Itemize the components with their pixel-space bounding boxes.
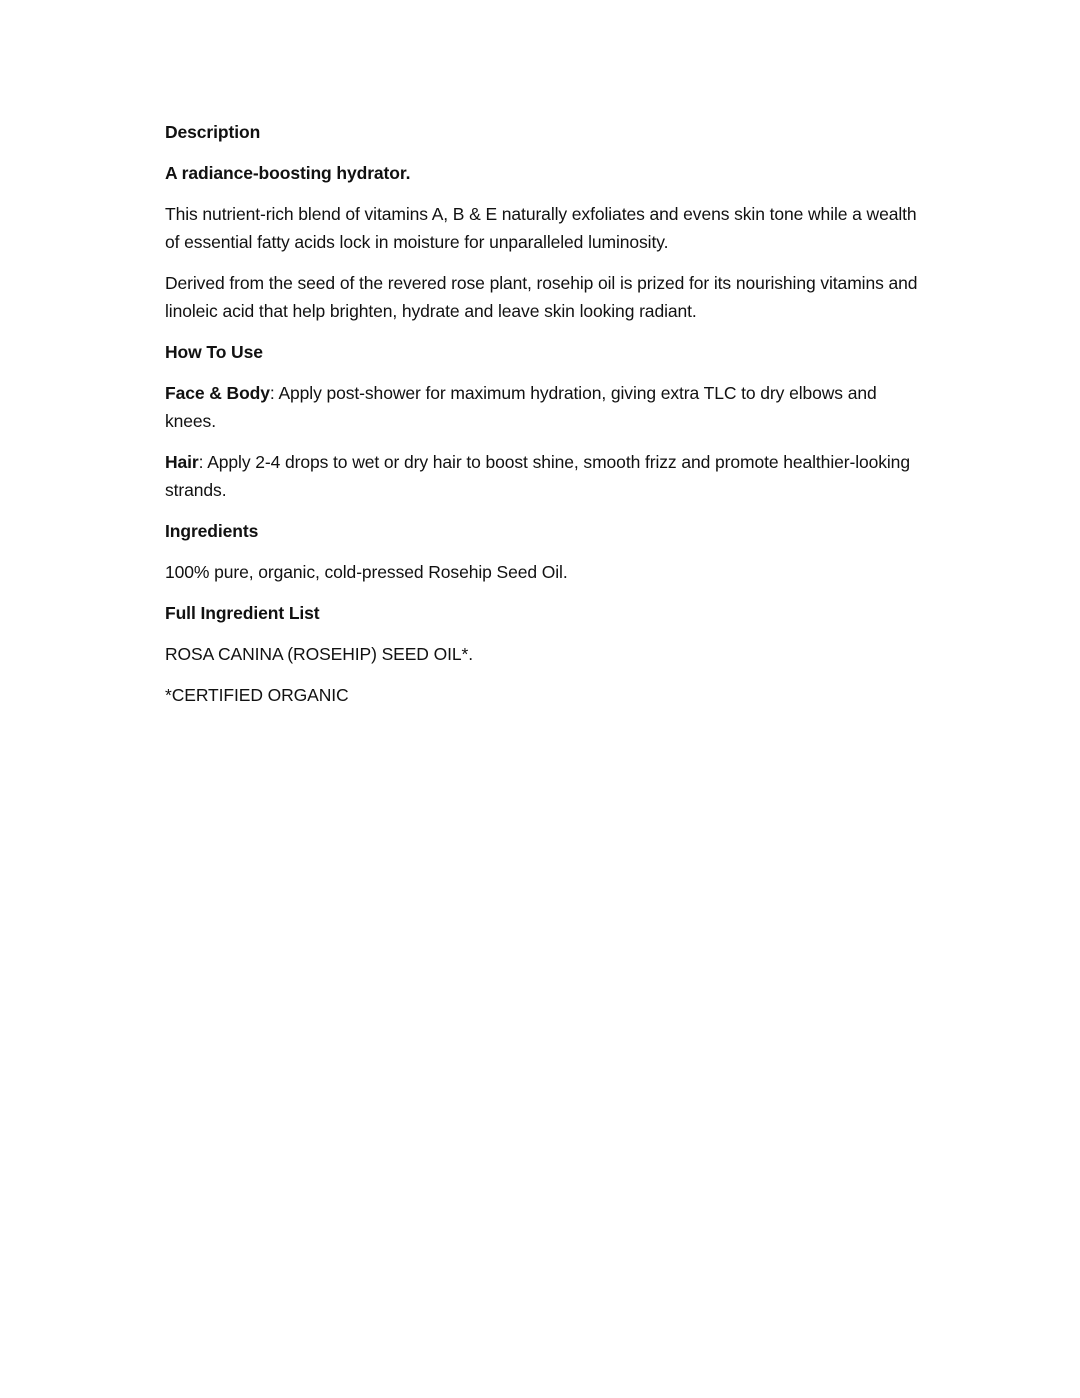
- description-paragraph-1: This nutrient-rich blend of vitamins A, B & E naturally exfoliates and evens skin tone while a wealth of essential fatty acids lock in moisture for unparalleled luminosity.: [165, 204, 917, 252]
- face-body-instructions: [165, 379, 925, 435]
- face-body-label: Face & Body: [165, 383, 270, 403]
- ingredients-text: 100% pure, organic, cold-pressed Rosehip Seed Oil.: [165, 562, 568, 582]
- full-ingredient-list-heading: Full Ingredient List: [165, 603, 320, 623]
- hair-instructions: [165, 448, 925, 504]
- how-to-use-heading: How To Use: [165, 342, 263, 362]
- certification-note: *CERTIFIED ORGANIC: [165, 685, 349, 705]
- full-ingredient-list-text: ROSA CANINA (ROSEHIP) SEED OIL*.: [165, 644, 473, 664]
- face-body-text: : Apply post-shower for maximum hydration, giving extra TLC to dry elbows and knees.: [165, 383, 877, 431]
- description-paragraph-2: Derived from the seed of the revered rose plant, rosehip oil is prized for its nourishing vitamins and linoleic acid that help brighten, hydrate and leave skin looking radiant.: [165, 273, 918, 321]
- hair-text: : Apply 2-4 drops to wet or dry hair to boost shine, smooth frizz and promote healthier-looking strands.: [165, 452, 910, 500]
- tagline: A radiance-boosting hydrator.: [165, 163, 411, 183]
- description-heading: Description: [165, 122, 261, 142]
- hair-label: Hair: [165, 452, 199, 472]
- ingredients-heading: Ingredients: [165, 521, 259, 541]
- document-page: [165, 118, 925, 722]
